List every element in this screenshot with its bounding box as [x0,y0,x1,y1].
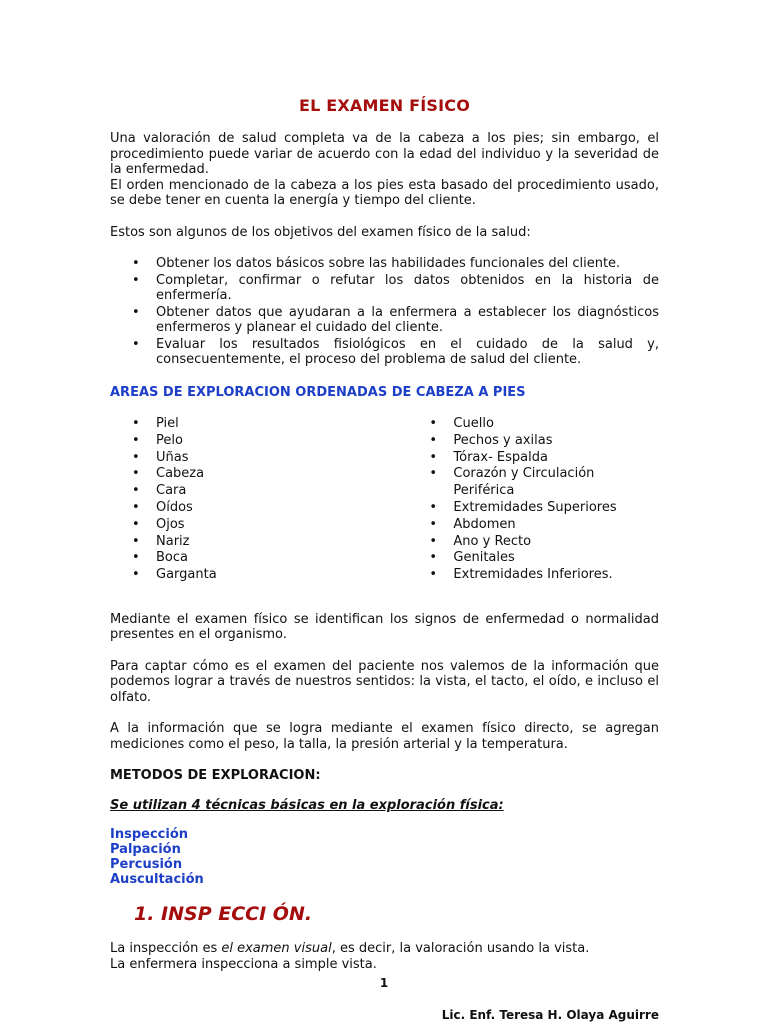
objectives-intro: Estos son algunos de los objetivos del examen físico de la salud: [110,224,531,240]
area-item: • Abdomen [407,517,659,534]
document-title: EL EXAMEN FÍSICO [298,96,471,115]
area-item: • Cabeza [110,466,407,483]
area-item: • Tórax- Espalda [407,450,659,467]
areas-list-left [110,416,407,584]
area-item: • Nariz [110,534,407,551]
area-item: • Oídos [110,500,407,517]
inspection-line-2: La enfermera inspecciona a simple vista. [110,956,377,972]
techniques-intro: Se utilizan 4 técnicas básicas en la exploración física: [110,797,504,813]
objective-item: • Evaluar los resultados fisiológicos en el cuidado de la salud y, consecuentemente, el proceso del problema de salud del cliente. [110,337,659,368]
paragraph-measurements: A la información que se logra mediante el examen físico directo, se agregan mediciones como el peso, la talla, la presión arterial y la temperatura. [110,721,659,752]
page-number: 1 [379,976,389,990]
footer-author: Lic. Enf. Teresa H. Olaya Aguirre [441,1008,659,1022]
areas-heading: AREAS DE EXPLORACION ORDENADAS DE CABEZA A PIES [110,384,526,400]
area-item: • Cuello [407,416,659,433]
area-item: • Extremidades Inferiores. [407,567,659,584]
inspection-emphasis: el examen visual [221,941,332,957]
area-item: • Pelo [110,433,407,450]
area-item: • Pechos y axilas [407,433,659,450]
section-heading-inspection: 1. INSP ECCI ÓN. [134,903,313,926]
area-item: • Ojos [110,517,407,534]
objectives-list [110,256,659,368]
inspection-paragraph [110,941,659,957]
inspection-text-end: , es decir, la valoración usando la vista. [331,941,590,957]
technique-item: Percusión [110,857,183,873]
technique-item: Auscultación [110,872,204,888]
paragraph-signs: Mediante el examen físico se identifican los signos de enfermedad o normalidad presentes en el organismo. [110,611,659,643]
areas-columns [110,416,659,584]
objective-item: • Obtener los datos básicos sobre las habilidades funcionales del cliente. [110,256,659,272]
area-item: • Ano y Recto [407,534,659,551]
area-item: • Boca [110,550,407,567]
intro-paragraph-2: El orden mencionado de la cabeza a los pies esta basado del procedimiento usado, se debe tener en cuenta la energía y tiempo del cliente. [110,177,659,208]
technique-item: Inspección [110,827,189,843]
areas-list-right [407,416,659,584]
inspection-text-start: La inspección es [110,941,222,957]
objective-item: • Obtener datos que ayudaran a la enfermera a establecer los diagnósticos enfermeros y planear el cuidado del cliente. [110,305,659,336]
area-item: • Piel [110,416,407,433]
area-item: • Uñas [110,450,407,467]
technique-item: Palpación [110,842,181,858]
area-item: • Garganta [110,567,407,584]
area-item: • Genitales [407,550,659,567]
area-item: • Extremidades Superiores [407,500,659,517]
methods-heading: METODOS DE EXPLORACION: [110,768,321,784]
techniques-list [110,827,659,887]
intro-paragraph-1: Una valoración de salud completa va de la cabeza a los pies; sin embargo, el procedimiento puede variar de acuerdo con la edad del individuo y la severidad de la enfermedad. [110,131,659,177]
area-item: • Corazón y Circulación Periférica [407,466,659,500]
paragraph-senses: Para captar cómo es el examen del paciente nos valemos de la información que podemos lograr a través de nuestros sentidos: la vista, el tacto, el oído, e incluso el olfato. [110,658,659,705]
objective-item: • Completar, confirmar o refutar los datos obtenidos en la historia de enfermería. [110,273,659,304]
document-body [110,96,659,972]
area-item: • Cara [110,483,407,500]
